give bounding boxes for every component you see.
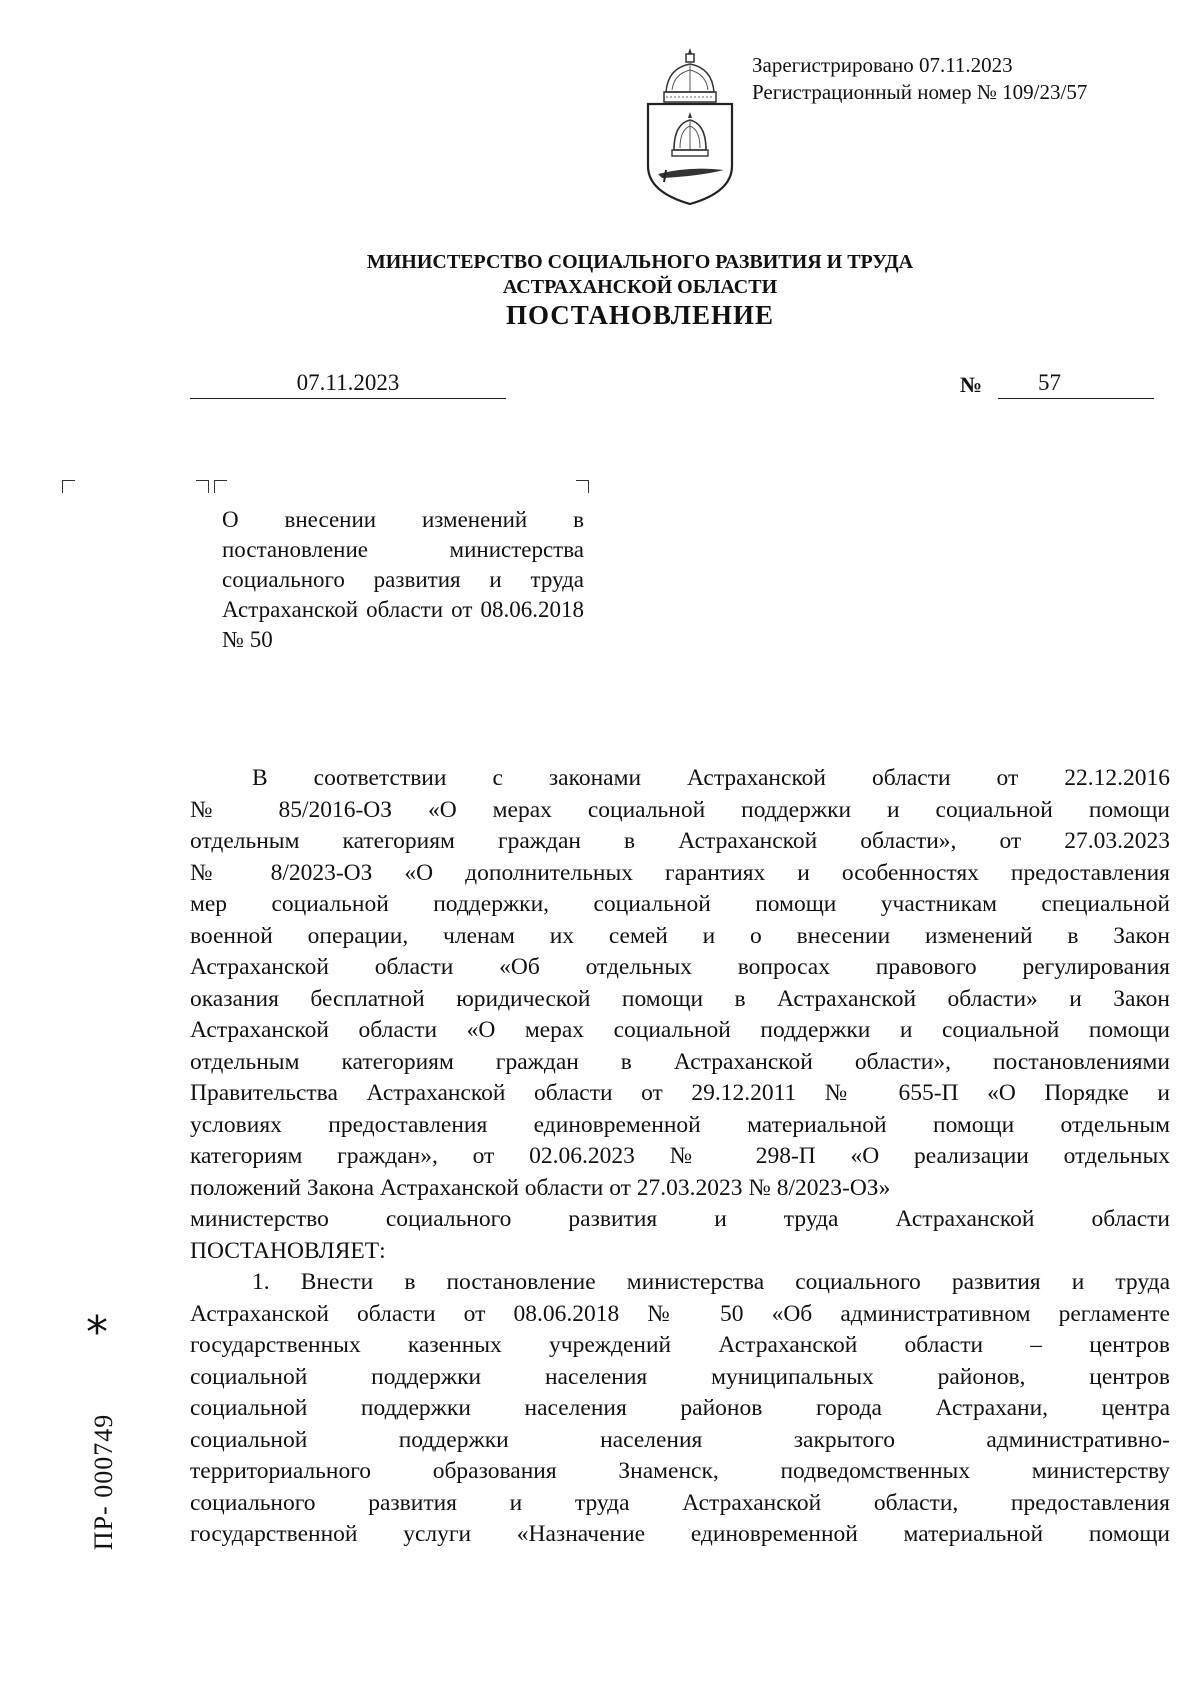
document-type-title: ПОСТАНОВЛЕНИЕ xyxy=(505,300,775,330)
registration-stamp xyxy=(752,52,1087,106)
body-line: социального развития и труда Астраханской области, предоставления xyxy=(190,1489,1170,1516)
body-line-decree: ПОСТАНОВЛЯЕТ: xyxy=(190,1237,386,1264)
body-line: государственной услуги «Назначение единовременной материальной помощи xyxy=(190,1521,1170,1547)
number-sign: № xyxy=(960,372,983,397)
body-line: условиях предоставления единовременной материальной помощи отдельным xyxy=(190,1111,1170,1138)
document-subject: О внесении изменений в постановление министерства социального развития и труда Астраханской области от 08.06.2018 № 50 xyxy=(222,507,584,652)
serial-number-vertical: ПР- 000749 xyxy=(89,1413,118,1551)
body-line: Правительства Астраханской области от 29.12.2011 № 655-П «О Порядке и xyxy=(190,1080,1170,1106)
body-line: № 8/2023-ОЗ «О дополнительных гарантиях и особенностях предоставления xyxy=(190,859,1170,886)
body-line: отдельным категориям граждан в Астраханской области», от 27.03.2023 xyxy=(190,828,1170,854)
body-line: положений Закона Астраханской области от 27.03.2023 № 8/2023-ОЗ» xyxy=(190,1174,891,1201)
body-line: № 85/2016-ОЗ «О мерах социальной поддержки и социальной помощи xyxy=(190,796,1170,823)
document-number-field xyxy=(998,370,1154,399)
body-line: государственных казенных учреждений Астраханской области – центров xyxy=(190,1332,1170,1358)
document-number: 57 xyxy=(1038,370,1061,395)
corner-mark-subject-right xyxy=(576,480,589,493)
body-line: министерство социального развития и труда Астраханской области xyxy=(190,1206,1170,1232)
ministry-name-line2: АСТРАХАНСКОЙ ОБЛАСТИ xyxy=(502,276,778,298)
body-line: категориям граждан», от 02.06.2023 № 298-П «О реализации отдельных xyxy=(190,1143,1170,1169)
body-line: оказания бесплатной юридической помощи в Астраханской области» и Закон xyxy=(190,985,1170,1012)
body-line: территориального образования Знаменск, подведомственных министерству xyxy=(190,1458,1170,1484)
body-line: Астраханской области от 08.06.2018 № 50 «Об административном регламенте xyxy=(190,1300,1170,1327)
body-line: Астраханской области «О мерах социальной поддержки и социальной помощи xyxy=(190,1017,1170,1043)
body-line-item-1: 1. Внести в постановление министерства социального развития и труда xyxy=(252,1269,1170,1295)
body-line: социальной поддержки населения муниципальных районов, центров xyxy=(190,1363,1170,1390)
registration-number: Регистрационный номер № 109/23/57 xyxy=(752,80,1088,104)
ministry-name xyxy=(40,250,1200,300)
ministry-name-line1: МИНИСТЕРСТВО СОЦИАЛЬНОГО РАЗВИТИЯ И ТРУДА xyxy=(366,251,914,273)
corner-mark-subject-left-b xyxy=(214,480,227,493)
body-line: В соответствии с законами Астраханской области от 22.12.2016 xyxy=(252,765,1170,791)
body-line: социальной поддержки населения закрытого административно- xyxy=(190,1426,1170,1453)
body-line: Астраханской области «Об отдельных вопросах правового регулирования xyxy=(190,954,1170,980)
body-line: мер социальной поддержки, социальной помощи участникам специальной xyxy=(190,891,1170,917)
margin-asterisk: * xyxy=(86,1307,108,1358)
body-line: отдельным категориям граждан в Астраханской области», постановлениями xyxy=(190,1048,1170,1075)
corner-mark-left xyxy=(62,480,75,493)
document-date: 07.11.2023 xyxy=(190,370,506,399)
document-body xyxy=(190,763,1170,1551)
coat-of-arms-emblem xyxy=(640,46,740,206)
corner-mark-subject-left-a xyxy=(196,480,209,493)
body-line: военной операции, членам их семей и о внесении изменений в Закон xyxy=(190,922,1170,949)
registration-date: Зарегистрировано 07.11.2023 xyxy=(752,53,1013,77)
body-line: социальной поддержки населения районов города Астрахани, центра xyxy=(190,1395,1170,1421)
